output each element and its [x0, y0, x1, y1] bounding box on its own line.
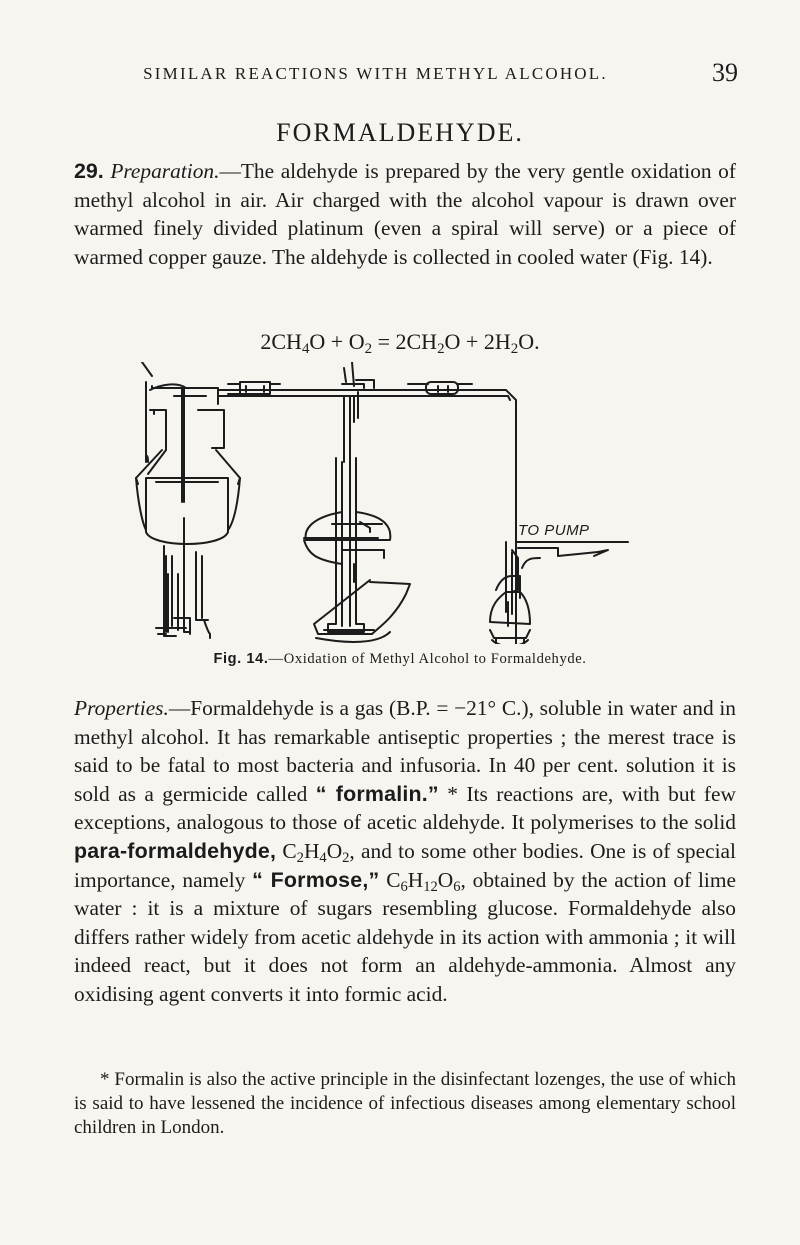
preparation-paragraph: [74, 157, 736, 271]
footnote-marker: *: [438, 781, 467, 806]
apparatus-illustration: [128, 362, 668, 644]
formose-term: “ Formose,”: [252, 867, 380, 892]
apparatus-figure: [128, 362, 668, 644]
section-title: FORMALDEHYDE.: [276, 118, 524, 147]
reaction-equation: $2CH_4O + O_2 = 2CH_2O + 2H_2O$.: [260, 329, 540, 358]
formula-formose: $C_6H_{12}O_6$: [379, 867, 461, 895]
para-formaldehyde-term: para-formaldehyde,: [74, 838, 277, 863]
preparation-text: —The aldehyde is prepared by the very gentle oxidation of methyl alcohol in air. Air charged with the alcohol vapour is drawn over warmed finely divided platinum (even a spiral will serve) or a piece of warmed copper gauze. The aldehyde is collected in cooled water (Fig. 14).: [74, 159, 736, 269]
formalin-term: “ formalin.”: [315, 781, 439, 806]
figure-caption: [0, 651, 800, 668]
properties-heading: Properties.: [74, 696, 169, 720]
figure-caption-text: —Oxidation of Methyl Alcohol to Formaldehyde.: [268, 651, 587, 667]
properties-paragraph: Properties.—Formaldehyde is a gas (B.P. = −21° C.), soluble in water and in methyl alcohol. It has remarkable antiseptic properties ; the merest trace is said to be fatal to most bacteria and infusoria. In 40 per cent. solution it is sold as a germicide called “ formalin.” * Its reactions are, with but few exceptions, analogous to those of acetic aldehyde. It polymerises to the solid para-formaldehyde, $C_2H_4O_2$, and to some other bodies. One is of special importance, namely “ Formose,” $C_6H_{12}O_6$, obtained by the action of lime water : it is a mixture of sugars resembling glucose. Formaldehyde also differs rather widely from acetic aldehyde in its action with ammonia ; it will indeed react, but it does not form an aldehyde-ammonia. Almost any oxidising agent converts it into formic acid.: [74, 696, 736, 1006]
receiver-flask-drawing: [490, 542, 628, 644]
running-head: SIMILAR REACTIONS WITH METHYL ALCOHOL.: [143, 64, 608, 83]
to-pump-label: TO PUMP: [518, 522, 590, 539]
footnote: * Formalin is also the active principle in the disinfectant lozenges, the use of which is said to have lessened the incidence of infectious diseases among elementary school children in London.: [74, 1069, 736, 1138]
formula-paraformaldehyde: $C_2H_4O_2$: [282, 838, 350, 867]
page-number: 39: [712, 58, 738, 87]
wash-bottle-drawing: [136, 362, 240, 638]
central-flask-drawing: [304, 458, 410, 642]
paragraph-number: 29.: [74, 159, 104, 183]
preparation-heading: Preparation.: [110, 159, 220, 183]
delivery-tube-drawing: [218, 362, 516, 644]
figure-caption-label: Fig. 14.: [213, 651, 269, 667]
